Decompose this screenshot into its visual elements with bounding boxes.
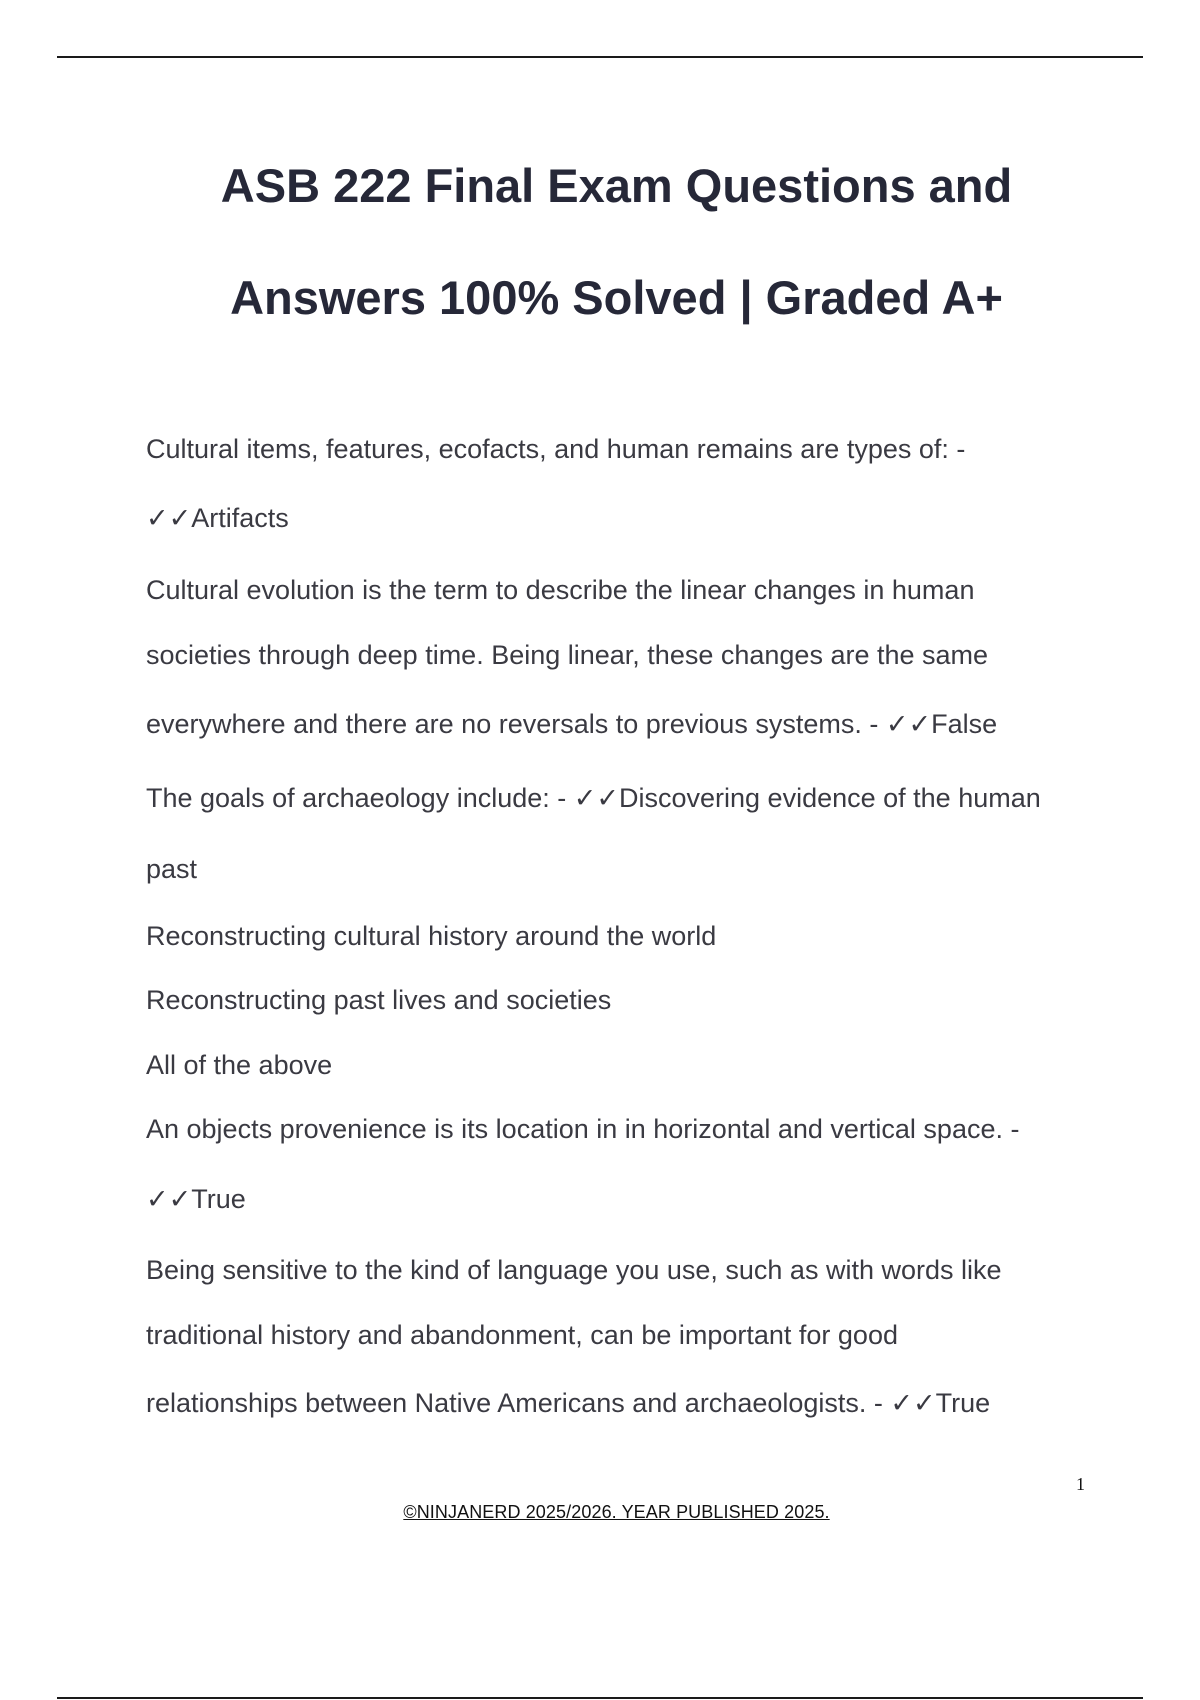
body-line-11: An objects provenience is its location in in horizontal and vertical space. - xyxy=(146,1114,1020,1144)
body-line-1: Cultural items, features, ecofacts, and human remains are types of: - xyxy=(146,434,966,464)
bottom-rule xyxy=(57,1697,1143,1699)
top-rule xyxy=(57,56,1143,58)
body-line-9: Reconstructing past lives and societies xyxy=(146,985,612,1015)
footer-copyright: ©NINJANERD 2025/2026. YEAR PUBLISHED 2025. xyxy=(403,1502,830,1522)
body-line-2: ✓✓Artifacts xyxy=(146,503,289,533)
body-line-5: everywhere and there are no reversals to previous systems. - ✓✓False xyxy=(146,709,998,739)
body-line-4: societies through deep time. Being linear, these changes are the same xyxy=(146,640,989,670)
body-line-8: Reconstructing cultural history around the world xyxy=(146,921,717,951)
body-line-6: The goals of archaeology include: - ✓✓Discovering evidence of the human xyxy=(146,783,1041,813)
document-title xyxy=(60,130,1173,354)
page-number: 1 xyxy=(1076,1474,1085,1494)
body-line-13: Being sensitive to the kind of language you use, such as with words like xyxy=(146,1255,1002,1285)
body-line-3: Cultural evolution is the term to describe the linear changes in human xyxy=(146,575,975,605)
body-line-14: traditional history and abandonment, can be important for good xyxy=(146,1320,898,1350)
title-line-2: Answers 100% Solved | Graded A+ xyxy=(230,271,1003,324)
body-line-12: ✓✓True xyxy=(146,1184,246,1214)
body-line-7: past xyxy=(146,854,198,884)
body-line-10: All of the above xyxy=(146,1050,333,1080)
title-line-1: ASB 222 Final Exam Questions and xyxy=(220,159,1013,212)
body-line-15: relationships between Native Americans and archaeologists. - ✓✓True xyxy=(146,1388,991,1418)
